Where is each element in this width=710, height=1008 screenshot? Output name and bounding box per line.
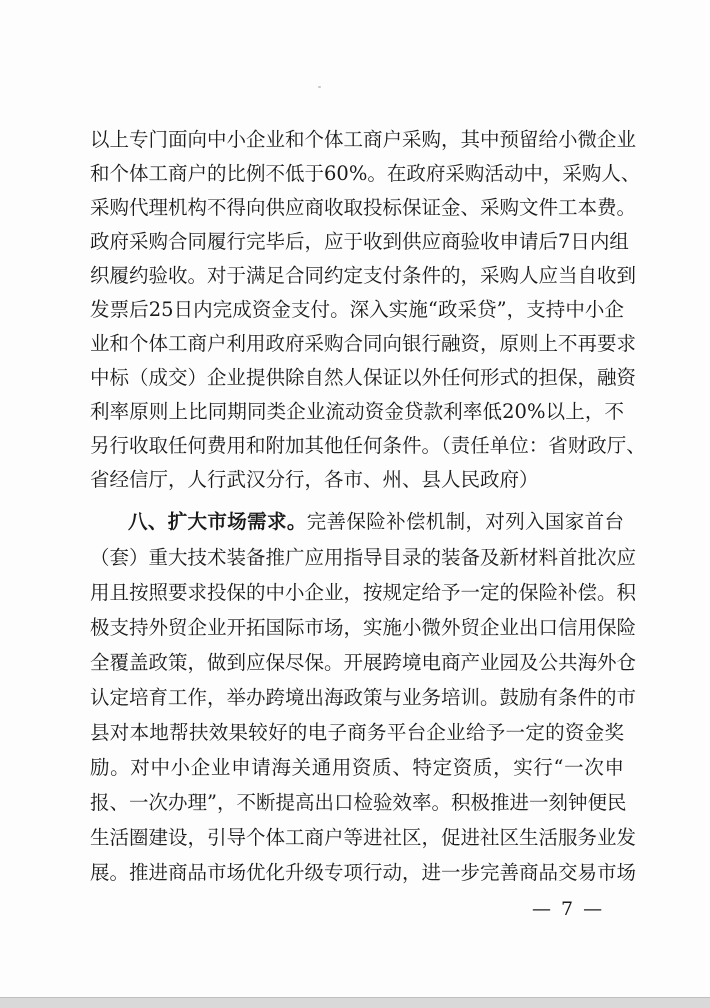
- paragraph-line: 利率原则上比同期同类企业流动资金贷款利率低20%以上，不: [90, 400, 624, 423]
- paragraph-line: 采购代理机构不得向供应商收取投标保证金、采购文件工本费。: [90, 196, 637, 219]
- scan-bottom-edge: [0, 997, 710, 1008]
- page-number: — 7 —: [532, 898, 605, 920]
- paragraph-line: 业和个体工商户利用政府采购合同向银行融资，原则上不再要求: [90, 332, 637, 355]
- paragraph-line: 用且按照要求投保的中小企业，按规定给予一定的保险补偿。积: [90, 581, 637, 604]
- paragraph-line: 展。推进商品市场优化升级专项行动，进一步完善商品交易市场: [90, 861, 637, 884]
- paragraph-line: 政府采购合同履行完毕后，应于收到供应商验收申请后7日内组: [90, 230, 629, 253]
- paragraph-line: 织履约验收。对于满足合同约定支付条件的，采购人应当自收到: [90, 264, 637, 287]
- paragraph-line: （套）重大技术装备推广应用指导目录的装备及新材料首批次应: [90, 546, 637, 569]
- paragraph-line: 认定培育工作，举办跨境出海政策与业务培训。鼓励有条件的市: [90, 686, 637, 709]
- section-first-line-text: 完善保险补偿机制，对列入国家首台: [306, 510, 624, 533]
- paragraph-line: 发票后25日内完成资金支付。深入实施“政采贷”，支持中小企: [90, 298, 624, 321]
- paragraph-line: 和个体工商户的比例不低于60%。在政府采购活动中，采购人、: [90, 162, 641, 185]
- paragraph-line: 生活圈建设，引导个体工商户等进社区，促进社区生活服务业发: [90, 826, 637, 849]
- paragraph-line: 县对本地帮扶效果较好的电子商务平台企业给予一定的资金奖: [90, 721, 624, 744]
- paragraph-line: 励。对中小企业申请海关通用资质、特定资质，实行“一次申: [90, 756, 624, 779]
- paragraph-line: 全覆盖政策，做到应保尽保。开展跨境电商产业园及公共海外仓: [90, 651, 637, 674]
- section-heading: 八、扩大市场需求。: [128, 510, 307, 533]
- paragraph-line: 报、一次办理”，不断提高出口检验效率。积极推进一刻钟便民: [90, 791, 627, 814]
- paragraph-line: 以上专门面向中小企业和个体工商户采购，其中预留给小微企业: [90, 128, 637, 151]
- section-first-line: [128, 509, 624, 535]
- scan-speck: [318, 86, 321, 88]
- paragraph-line: 省经信厅，人行武汉分行，各市、州、县人民政府）: [90, 468, 539, 491]
- paragraph-line: 中标（成交）企业提供除自然人保证以外任何形式的担保，融资: [90, 366, 637, 389]
- paragraph-line: 极支持外贸企业开拓国际市场，实施小微外贸企业出口信用保险: [90, 616, 637, 639]
- paragraph-line: 另行收取任何费用和附加其他任何条件。（责任单位：省财政厅、: [90, 434, 646, 457]
